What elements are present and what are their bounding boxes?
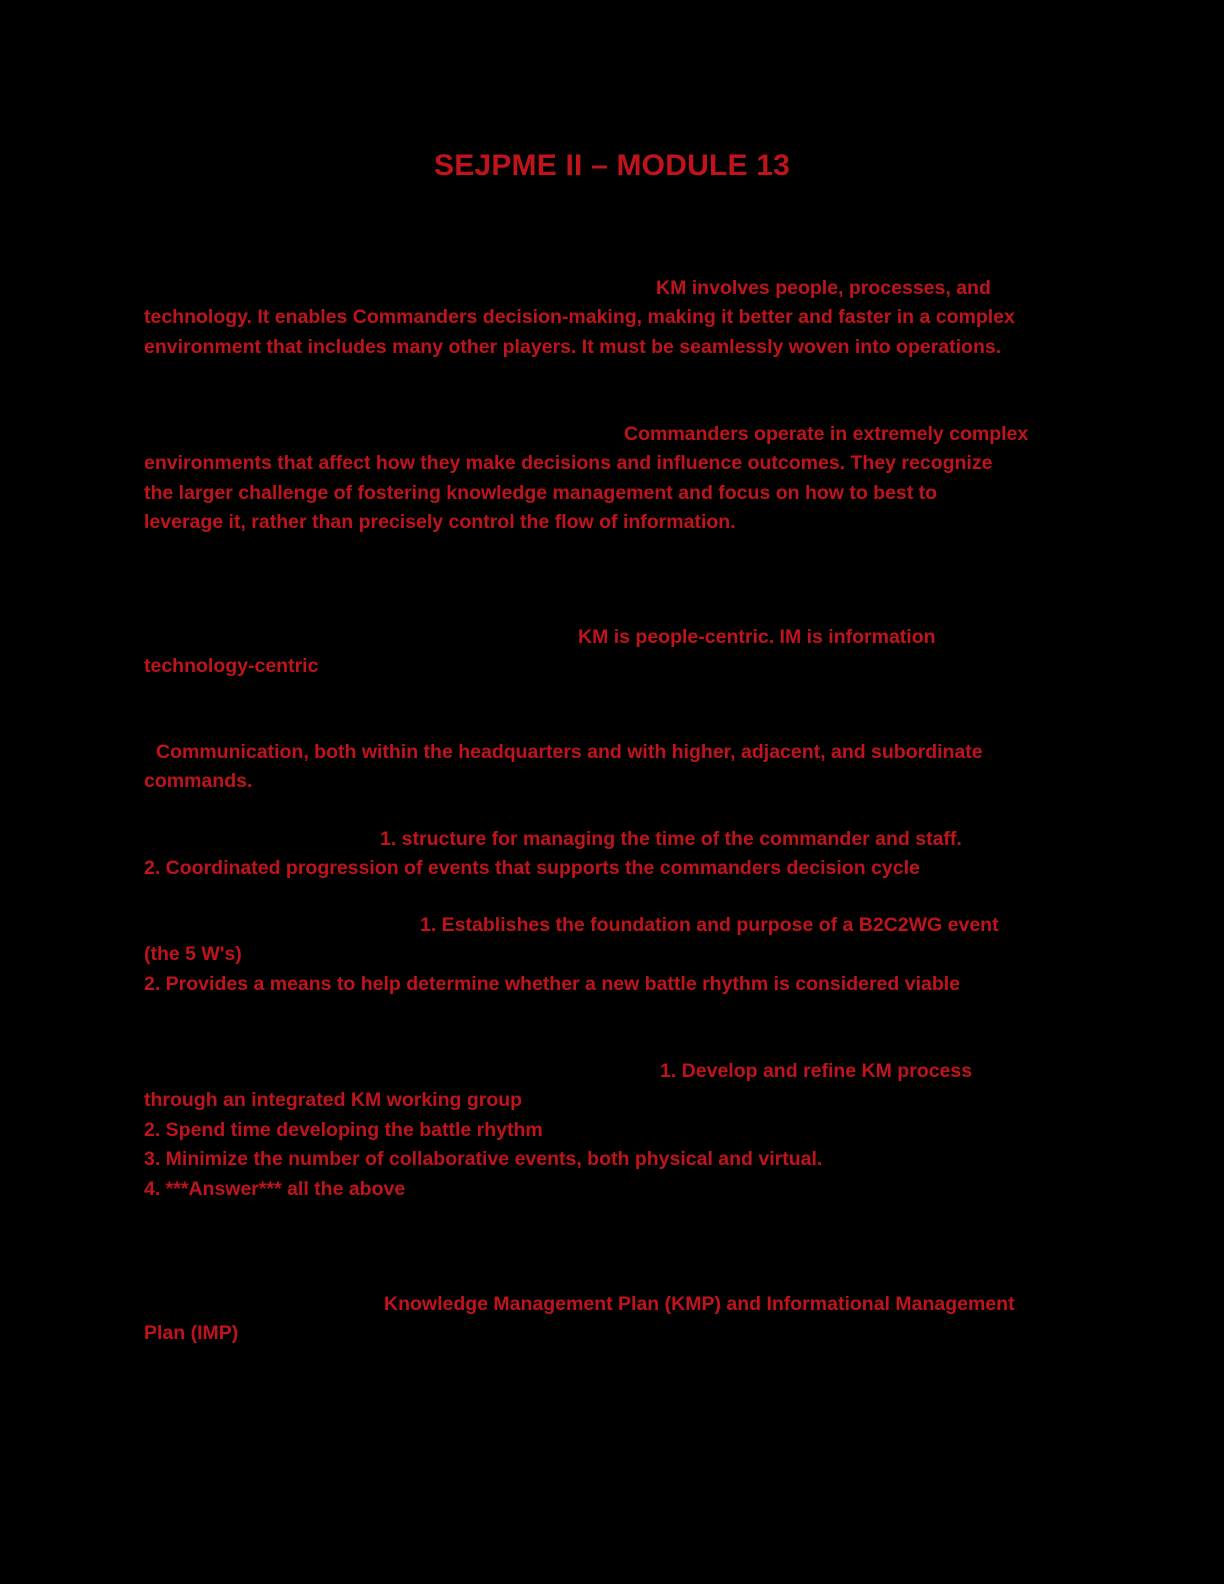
answer-block-4 <box>144 738 1084 797</box>
answer-line: (the 5 W's) <box>144 943 242 966</box>
answer-line: 4. ***Answer*** all the above <box>144 1177 406 1200</box>
answer-line: Commanders operate in extremely complex <box>624 423 1029 445</box>
answer-line: 2. Provides a means to help determine whether a new battle rhythm is considered viable <box>144 972 961 995</box>
answer-line: 1. structure for managing the time of the commander and staff. <box>380 828 962 850</box>
answer-line: Communication, both within the headquarters and with higher, adjacent, and subordinate <box>156 741 983 763</box>
answer-line: leverage it, rather than precisely control the flow of information. <box>144 511 736 534</box>
answer-line: environment that includes many other players. It must be seamlessly woven into operations. <box>144 335 1002 358</box>
answer-block-7 <box>144 1057 1084 1204</box>
answer-block-6 <box>144 911 1084 999</box>
answer-block-3 <box>144 623 1084 682</box>
answer-line: the larger challenge of fostering knowledge management and focus on how to best to <box>144 481 938 504</box>
answer-line: 1. Develop and refine KM process <box>660 1060 973 1082</box>
answer-line: KM involves people, processes, and <box>656 277 991 299</box>
answer-line: 2. Coordinated progression of events that supports the commanders decision cycle <box>144 857 920 880</box>
answer-block-8 <box>144 1290 1084 1349</box>
answer-line: KM is people-centric. IM is information <box>578 626 936 648</box>
answer-block-2 <box>144 420 1084 538</box>
page-title: SEJPME II – MODULE 13 <box>434 149 790 182</box>
answer-line: technology. It enables Commanders decision-making, making it better and faster in a complex <box>144 306 1015 329</box>
answer-block-1 <box>144 274 1084 362</box>
answer-line: environments that affect how they make decisions and influence outcomes. They recognize <box>144 452 993 475</box>
answer-line: through an integrated KM working group <box>144 1089 523 1112</box>
answer-line: Knowledge Management Plan (KMP) and Informational Management <box>384 1293 1015 1315</box>
answer-block-5 <box>144 825 1084 884</box>
answer-line: Plan (IMP) <box>144 1322 239 1345</box>
answer-line: technology-centric <box>144 655 319 678</box>
answer-line: 2. Spend time developing the battle rhythm <box>144 1118 543 1141</box>
answer-line: commands. <box>144 770 253 793</box>
answer-line: 3. Minimize the number of collaborative events, both physical and virtual. <box>144 1148 823 1171</box>
answer-line: 1. Establishes the foundation and purpose of a B2C2WG event <box>420 914 999 936</box>
